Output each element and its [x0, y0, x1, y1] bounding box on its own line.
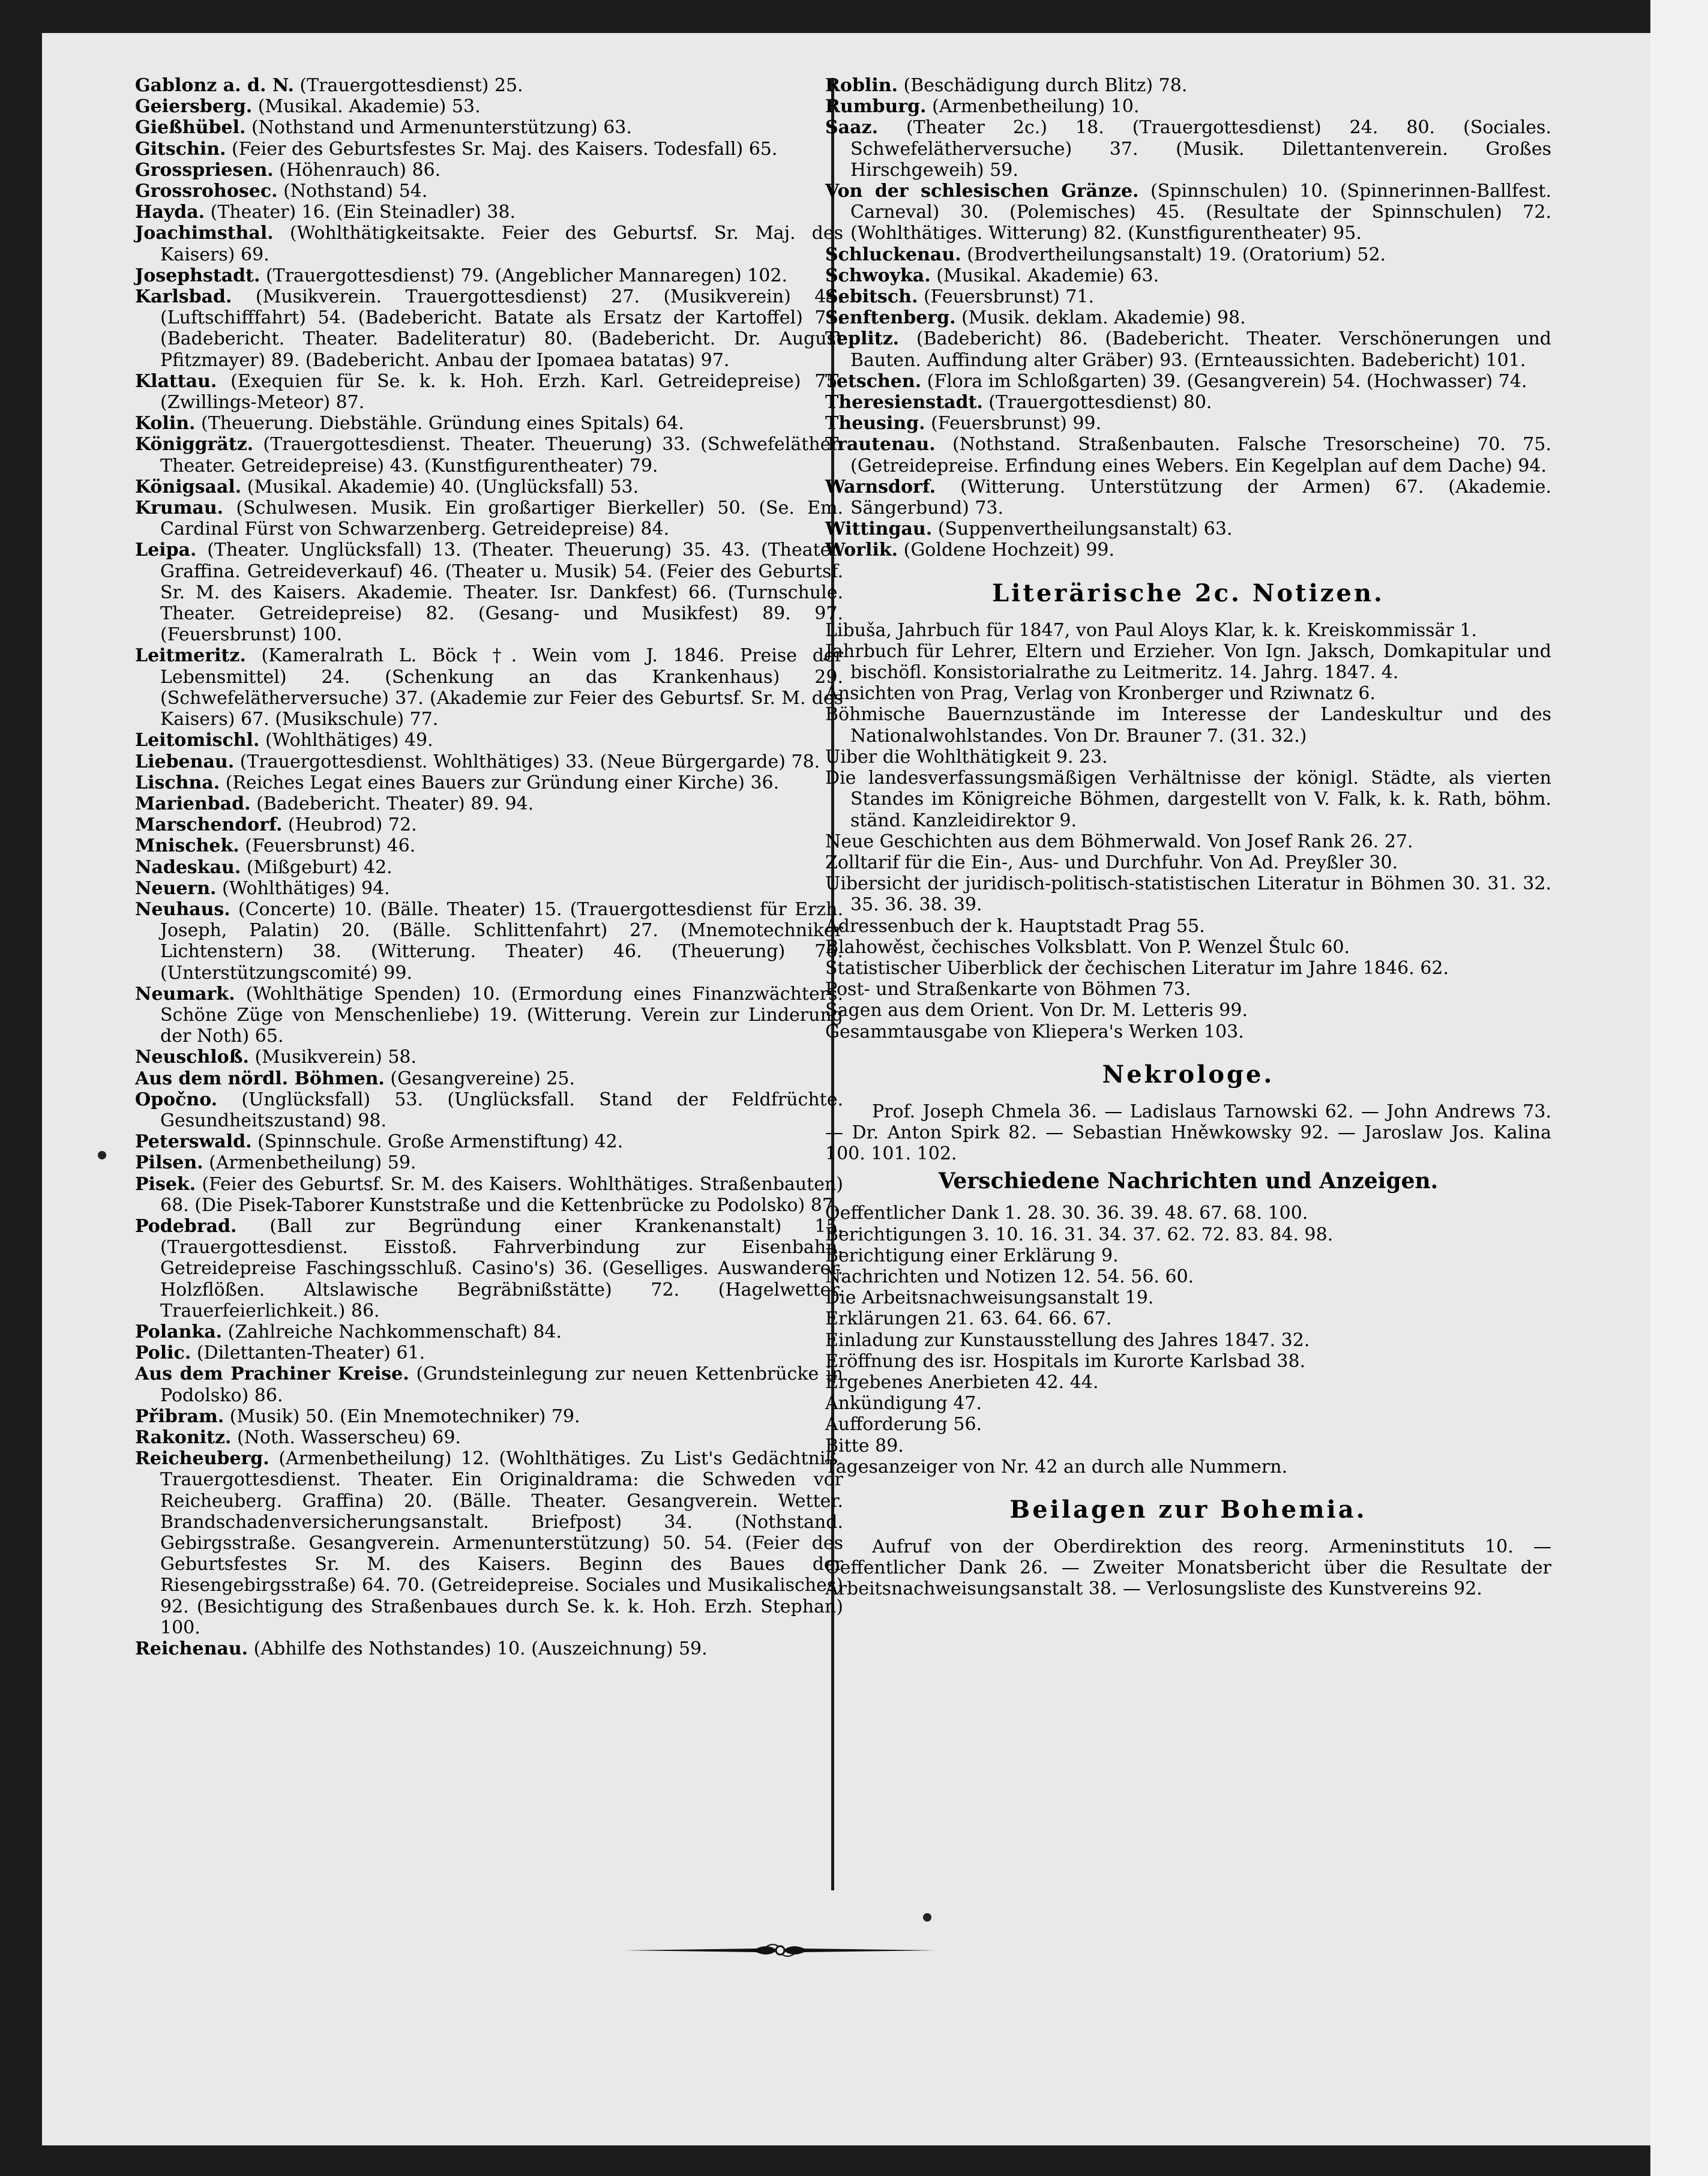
- entry-detail: (Armenbetheilung) 59.: [203, 1152, 416, 1174]
- right-column: [825, 75, 1551, 1600]
- entry-place: Leitmeritz.: [135, 645, 246, 667]
- entry-place: Neuschloß.: [135, 1047, 249, 1068]
- literary-entry: Böhmische Bauernzustände im Interesse der Landeskultur und des Nationalwohlstandes. Von Dr. Brauner 7. (31. 32.): [825, 704, 1551, 747]
- entry-place: Neuern.: [135, 877, 217, 899]
- index-entry: [825, 307, 1551, 328]
- index-entry: [135, 814, 843, 835]
- index-entry: [825, 244, 1551, 265]
- entry-place: Warnsdorf.: [825, 476, 936, 497]
- notice-entry: Erklärungen 21. 63. 64. 66. 67.: [825, 1308, 1112, 1330]
- entry-place: Hayda.: [135, 202, 205, 223]
- entry-place: Polanka.: [135, 1321, 223, 1342]
- entry-place: Königgrätz.: [135, 434, 254, 455]
- entry-detail: (Brodvertheilungsanstalt) 19. (Oratorium) 52.: [961, 244, 1386, 265]
- entry-place: Karlsbad.: [135, 286, 232, 308]
- entry-place: Wittingau.: [825, 518, 933, 540]
- index-entry: [135, 75, 843, 96]
- necrology-text: Prof. Joseph Chmela 36. — Ladislaus Tarnowski 62. — John Andrews 73. — Dr. Anton Spirk 82. — Sebastian Hněwkowsky 92. — Jaroslaw Jos. Kalina 100. 101. 102.: [825, 1101, 1551, 1165]
- entry-detail: (Flora im Schloßgarten) 39. (Gesangverein) 54. (Hochwasser) 74.: [921, 370, 1527, 392]
- index-entry: [135, 1152, 843, 1173]
- entry-detail: (Feuersbrunst) 46.: [239, 835, 416, 857]
- entry-place: Theusing.: [825, 413, 925, 434]
- index-entry: [825, 328, 1551, 370]
- entry-detail: (Witterung. Unterstützung der Armen) 67. (Akademie. Sängerbund) 73.: [850, 476, 1551, 519]
- entry-detail: (Trauergottesdienst) 80.: [982, 392, 1212, 413]
- index-entry: [825, 392, 1551, 413]
- index-entry: [135, 1427, 843, 1448]
- index-entry: [825, 286, 1551, 307]
- notice-entry: Oeffentlicher Dank 1. 28. 30. 36. 39. 48. 67. 68. 100.: [825, 1203, 1308, 1224]
- notice-entry: Nachrichten und Notizen 12. 54. 56. 60.: [825, 1266, 1194, 1287]
- index-entry: [135, 160, 843, 181]
- index-entry: [135, 1089, 843, 1131]
- entry-place: Trautenau.: [825, 434, 936, 455]
- notice-entry: Ankündigung 47.: [825, 1393, 982, 1414]
- entry-place: Schluckenau.: [825, 244, 961, 265]
- entry-place: Podebrad.: [135, 1215, 237, 1237]
- entry-detail: (Feuersbrunst) 71.: [918, 286, 1094, 308]
- stray-dot-mark: [98, 1151, 106, 1159]
- entry-place: Rakonitz.: [135, 1427, 232, 1448]
- entry-place: Aus dem nördl. Böhmen.: [135, 1068, 385, 1089]
- entry-detail: (Suppenvertheilungsanstalt) 63.: [932, 518, 1233, 540]
- index-entry: [825, 518, 1551, 539]
- entry-place: Lischna.: [135, 772, 220, 793]
- entry-detail: (Wohlthätiges) 49.: [259, 730, 433, 751]
- literary-entry: Libuša, Jahrbuch für 1847, von Paul Aloys Klar, k. k. Kreiskommissär 1.: [825, 619, 1478, 641]
- index-entry: [135, 434, 843, 476]
- literary-entry: Ansichten von Prag, Verlag von Kronberger und Rziwnatz 6.: [825, 683, 1376, 705]
- index-entry: [135, 139, 843, 160]
- literary-entry: Post- und Straßenkarte von Böhmen 73.: [825, 979, 1191, 1000]
- entry-detail: (Beschädigung durch Blitz) 78.: [897, 75, 1188, 96]
- entry-detail: (Musikal. Akademie) 40. (Unglücksfall) 53.: [241, 476, 639, 497]
- index-entry: [135, 1068, 843, 1089]
- entry-detail: (Musikverein) 58.: [248, 1047, 417, 1068]
- entry-place: Josephstadt.: [135, 265, 260, 286]
- literary-entry: Uibersicht der juridisch-politisch-statistischen Literatur in Böhmen 30. 31. 32. 35. 36. 38. 39.: [825, 873, 1551, 916]
- supplements-text: Aufruf von der Oberdirektion des reorg. Armeninstituts 10. — Oeffentlicher Dank 26. — Zweiter Monatsbericht über die Resultate der Arbeitsnachweisungsanstalt 38. — Verlosungsliste des Kunstvereins 92.: [825, 1536, 1551, 1600]
- index-entry: [825, 181, 1551, 244]
- index-entry: [135, 371, 843, 413]
- index-entry: [135, 1363, 843, 1405]
- entry-detail: (Theater. Unglücksfall) 13. (Theater. Theuerung) 35. 43. (Theater. Graffina. Getreideverkauf) 46. (Theater u. Musik) 54. (Feier des Geburtsf. Sr. M. des Kaisers. Akademie. Theater. Isr. Dankfest) 66. (Turnschule. Theater. Getreidepreise) 82. (Gesang- und Musikfest) 89. 97. (Feuersbrunst) 100.: [160, 539, 843, 646]
- index-entry: [825, 265, 1551, 286]
- left-column: [135, 75, 843, 1659]
- misc-notices-list: [825, 1203, 1551, 1477]
- notice-entry: Tagesanzeiger von Nr. 42 an durch alle Nummern.: [825, 1456, 1288, 1477]
- entry-detail: (Spinnschule. Große Armenstiftung) 42.: [251, 1131, 624, 1153]
- entry-place: Marschendorf.: [135, 814, 283, 836]
- literary-entry: Gesammtausgabe von Kliepera's Werken 103.: [825, 1021, 1244, 1042]
- entry-detail: (Schulwesen. Musik. Ein großartiger Bierkeller) 50. (Se. Em. Cardinal Fürst von Schwarzenberg. Getreidepreise) 84.: [160, 497, 843, 540]
- entry-detail: (Trauergottesdienst. Theater. Theuerung) 33. (Schwefeläther. Theater. Getreidepreise) 43. (Kunstfigurentheater) 79.: [160, 434, 843, 476]
- entry-place: Grosspriesen.: [135, 159, 274, 181]
- entry-place: Marienbad.: [135, 793, 251, 814]
- entry-detail: (Heubrod) 72.: [282, 814, 417, 836]
- entry-detail: (Reiches Legat eines Bauers zur Gründung einer Kirche) 36.: [220, 772, 780, 793]
- index-entry: [135, 96, 843, 117]
- entry-detail: (Feuersbrunst) 99.: [925, 413, 1102, 434]
- entry-place: Pilsen.: [135, 1152, 203, 1174]
- entry-place: Reichenau.: [135, 1638, 248, 1660]
- entry-place: Polic.: [135, 1342, 191, 1364]
- entry-place: Joachimsthal.: [135, 223, 274, 244]
- notice-entry: Einladung zur Kunstausstellung des Jahres 1847. 32.: [825, 1329, 1310, 1351]
- entry-detail: (Badebericht) 86. (Badebericht. Theater. Verschönerungen und Bauten. Auffindung alter Gräber) 93. (Ernteaussichten. Badebericht) 101.: [850, 328, 1551, 371]
- index-entry: [135, 1216, 843, 1321]
- entry-detail: (Zahlreiche Nachkommenschaft) 84.: [222, 1321, 562, 1342]
- entry-place: Liebenau.: [135, 751, 235, 772]
- literary-notes-list: [825, 620, 1551, 1042]
- supplements-title: Beilagen zur Bohemia.: [1009, 1495, 1367, 1524]
- entry-detail: (Nothstand und Armenunterstützung) 63.: [245, 117, 632, 139]
- entry-detail: (Badebericht. Theater) 89. 94.: [250, 793, 534, 814]
- index-entry: [135, 835, 843, 856]
- entry-place: Gitschin.: [135, 138, 226, 160]
- notice-entry: Berichtigungen 3. 10. 16. 31. 34. 37. 62. 72. 83. 84. 98.: [825, 1224, 1334, 1245]
- entry-place: Königsaal.: [135, 476, 242, 497]
- entry-detail: (Wohlthätige Spenden) 10. (Ermordung eines Finanzwächters. Schöne Züge von Menschenliebe) 19. (Witterung. Verein zur Linderung der Noth) 65.: [160, 983, 843, 1047]
- index-entry: [135, 181, 843, 202]
- entry-detail: (Concerte) 10. (Bälle. Theater) 15. (Trauergottesdienst für Erzh. Joseph, Palatin) 20. (Bälle. Schlittenfahrt) 27. (Mnemotechniker Lichtenstern) 38. (Witterung. Theater) 46. (Theuerung) 76. (Unterstützungscomité) 99.: [160, 898, 843, 984]
- index-entry: [135, 539, 843, 645]
- notice-entry: Ergebenes Anerbieten 42. 44.: [825, 1371, 1099, 1393]
- entry-place: Neuhaus.: [135, 898, 230, 920]
- literary-entry: Blahowěst, čechisches Volksblatt. Von P. Wenzel Štulc 60.: [825, 936, 1350, 958]
- literary-entry: Zolltarif für die Ein-, Aus- und Durchfuhr. Von Ad. Preyßler 30.: [825, 852, 1398, 873]
- entry-place: Senftenberg.: [825, 307, 956, 329]
- entry-detail: (Musik) 50. (Ein Mnemotechniker) 79.: [224, 1405, 580, 1427]
- index-entry: [825, 117, 1551, 181]
- literary-entry: Uiber die Wohlthätigkeit 9. 23.: [825, 746, 1108, 768]
- entry-place: Teplitz.: [825, 328, 900, 350]
- entry-detail: (Spinnschulen) 10. (Spinnerinnen-Ballfest. Carneval) 30. (Polemisches) 45. (Resultate der Spinnschulen) 72. (Wohlthätiges. Witterung) 82. (Kunstfigurentheater) 95.: [850, 181, 1551, 244]
- index-entry: [135, 117, 843, 138]
- entry-place: Přibram.: [135, 1405, 224, 1427]
- entry-detail: (Exequien für Se. k. k. Hoh. Erzh. Karl. Getreidepreise) 75. (Zwillings-Meteor) 87.: [160, 370, 843, 413]
- entry-detail: (Theuerung. Diebstähle. Gründung eines Spitals) 64.: [195, 413, 684, 434]
- entry-place: Saaz.: [825, 117, 879, 139]
- notice-entry: Aufforderung 56.: [825, 1414, 982, 1435]
- place-entries-right: [825, 75, 1551, 561]
- index-entry: [135, 413, 843, 434]
- entry-detail: (Trauergottesdienst) 79. (Angeblicher Mannaregen) 102.: [260, 265, 788, 286]
- index-entry: [135, 878, 843, 899]
- entry-detail: (Nothstand. Straßenbauten. Falsche Tresorscheine) 70. 75. (Getreidepreise. Erfindung eines Webers. Ein Kegelplan auf dem Dache) 94.: [850, 434, 1551, 476]
- entry-place: Peterswald.: [135, 1131, 252, 1153]
- entry-detail: (Grundsteinlegung zur neuen Kettenbrücke in Podolsko) 86.: [160, 1363, 843, 1406]
- literary-entry: Sagen aus dem Orient. Von Dr. M. Letteris 99.: [825, 1000, 1248, 1021]
- index-entry: [135, 772, 843, 793]
- entry-detail: (Noth. Wasserscheu) 69.: [231, 1427, 461, 1448]
- entry-place: Reicheuberg.: [135, 1448, 269, 1470]
- entry-place: Rumburg.: [825, 96, 927, 118]
- entry-detail: (Musik. deklam. Akademie) 98.: [955, 307, 1246, 329]
- index-entry: [825, 434, 1551, 476]
- entry-detail: (Wohlthätigkeitsakte. Feier des Geburtsf. Sr. Maj. des Kaisers) 69.: [160, 223, 843, 265]
- entry-place: Theresienstadt.: [825, 392, 983, 413]
- index-entry: [135, 497, 843, 539]
- index-entry: [135, 1131, 843, 1152]
- entry-place: Mnischek.: [135, 835, 239, 857]
- entry-detail: (Musikal. Akademie) 53.: [252, 96, 481, 118]
- entry-place: Nadeskau.: [135, 856, 241, 878]
- ornamental-rule-icon: [624, 1938, 936, 1962]
- entry-detail: (Goldene Hochzeit) 99.: [898, 539, 1115, 561]
- entry-place: Aus dem Prachiner Kreise.: [135, 1363, 409, 1385]
- entry-detail: (Wohlthätiges) 94.: [216, 877, 390, 899]
- entry-place: Roblin.: [825, 75, 898, 96]
- entry-place: Neumark.: [135, 983, 235, 1005]
- index-entry: [135, 751, 843, 772]
- index-entry: [825, 75, 1551, 96]
- entry-place: Geiersberg.: [135, 96, 253, 118]
- index-entry: [825, 413, 1551, 434]
- entry-place: Krumau.: [135, 497, 224, 519]
- literary-entry: Adressenbuch der k. Hauptstadt Prag 55.: [825, 915, 1205, 937]
- index-entry: [135, 476, 843, 497]
- entry-place: Schwoyka.: [825, 265, 931, 286]
- necrology-title: Nekrologe.: [1102, 1060, 1275, 1089]
- index-entry: [135, 1342, 843, 1363]
- index-entry: [135, 1047, 843, 1068]
- literary-notes-title: Literärische 2c. Notizen.: [992, 579, 1385, 607]
- index-entry: [135, 202, 843, 223]
- index-entry: [135, 857, 843, 878]
- index-entry: [135, 286, 843, 371]
- entry-detail: (Dilettanten-Theater) 61.: [191, 1342, 425, 1364]
- entry-place: Leitomischl.: [135, 730, 260, 751]
- entry-detail: (Theater) 16. (Ein Steinadler) 38.: [205, 202, 516, 223]
- entry-place: Opočno.: [135, 1089, 218, 1110]
- index-entry: [135, 1406, 843, 1427]
- entry-place: Grossrohosec.: [135, 181, 278, 202]
- literary-entry: Die landesverfassungsmäßigen Verhältnisse der königl. Städte, als vierten Standes im Königreiche Böhmen, dargestellt von V. Falk, k. k. Rath, böhm. ständ. Kanzleidirektor 9.: [825, 768, 1551, 831]
- entry-place: Sebitsch.: [825, 286, 918, 308]
- entry-detail: (Abhilfe des Nothstandes) 10. (Auszeichnung) 59.: [248, 1638, 708, 1660]
- entry-place: Worlik.: [825, 539, 898, 561]
- index-entry: [825, 371, 1551, 392]
- index-entry: [135, 1448, 843, 1638]
- entry-detail: (Feier des Geburtsfestes Sr. Maj. des Kaisers. Todesfall) 65.: [226, 138, 778, 160]
- entry-detail: (Kameralrath L. Böck †. Wein vom J. 1846. Preise der Lebensmittel) 24. (Schenkung an das Krankenhaus) 29. (Schwefelätherversuche) 37. (Akademie zur Feier des Geburtsf. Sr. M. des Kaisers) 67. (Musikschule) 77.: [160, 645, 843, 730]
- notice-entry: Berichtigung einer Erklärung 9.: [825, 1245, 1119, 1266]
- entry-detail: (Musikverein. Trauergottesdienst) 27. (Musikverein) 44. (Luftschifffahrt) 54. (Badebericht. Batate als Ersatz der Kartoffel) 71. (Badebericht. Theater. Badeliteratur) 80. (Badebericht. Dr. August Pfitzmayer) 89. (Badebericht. Anbau der Ipomaea batatas) 97.: [160, 286, 843, 371]
- index-entry: [135, 730, 843, 751]
- index-entry: [825, 476, 1551, 518]
- entry-detail: (Armenbetheilung) 12. (Wohlthätiges. Zu List's Gedächtniß. Trauergottesdienst. Theater. Ein Originaldrama: die Schweden vor Reicheuberg. Graffina) 20. (Bälle. Theater. Gesangverein. Wetter. Brandschadenversicherungsanstalt. Briefpost) 34. (Nothstand. Gebirgsstraße. Gesangverein. Armenunterstützung) 50. 54. (Feier des Geburtsfestes Sr. M. des Kaisers. Beginn des Baues der Riesengebirgsstraße) 64. 70. (Getreidepreise. Sociales und Musikalisches) 92. (Besichtigung des Straßenbaues durch Se. k. k. Hoh. Erzh. Stephan) 100.: [160, 1448, 843, 1638]
- stray-dot-mark: [923, 1913, 931, 1922]
- entry-detail: (Gesangvereine) 25.: [384, 1068, 576, 1089]
- entry-detail: (Nothstand) 54.: [277, 181, 428, 202]
- entry-place: Leipa.: [135, 539, 197, 561]
- misc-notices-title: Verschiedene Nachrichten und Anzeigen.: [938, 1168, 1439, 1194]
- right-page-edge: [1650, 0, 1708, 2176]
- index-entry: [135, 1174, 843, 1216]
- index-entry: [135, 1321, 843, 1342]
- literary-entry: Jahrbuch für Lehrer, Eltern und Erzieher. Von Ign. Jaksch, Domkapitular und bischöfl. Konsistorialrathe zu Leitmeritz. 14. Jahrg. 1847. 4.: [825, 640, 1551, 684]
- entry-detail: (Trauergottesdienst) 25.: [293, 75, 523, 96]
- entry-detail: (Höhenrauch) 86.: [273, 159, 441, 181]
- literary-entry: Neue Geschichten aus dem Böhmerwald. Von Josef Rank 26. 27.: [825, 831, 1413, 852]
- notice-entry: Eröffnung des isr. Hospitals im Kurorte Karlsbad 38.: [825, 1350, 1306, 1372]
- entry-detail: (Ball zur Begründung einer Krankenanstalt) 15. (Trauergottesdienst. Eisstoß. Fahrverbindung zur Eisenbahn. Getreidepreise Faschingsschluß. Casino's) 36. (Geselliges. Auswanderer. Holzflößen. Altslawische Begräbnißstätte) 72. (Hagelwetter. Trauerfeierlichkeit.) 86.: [160, 1215, 843, 1321]
- entry-detail: (Mißgeburt) 42.: [241, 856, 392, 878]
- index-entry: [825, 539, 1551, 561]
- entry-detail: (Feier des Geburtsf. Sr. M. des Kaisers. Wohlthätiges. Straßenbauten) 68. (Die Pisek-Taborer Kunststraße und die Kettenbrücke zu Podolsko) 87.: [160, 1173, 843, 1216]
- notice-entry: Die Arbeitsnachweisungsanstalt 19.: [825, 1287, 1154, 1309]
- entry-place: Tetschen.: [825, 370, 922, 392]
- entry-detail: (Theater 2c.) 18. (Trauergottesdienst) 24. 80. (Sociales. Schwefelätherversuche) 37. (Musik. Dilettantenverein. Großes Hirschgeweih) 59.: [850, 117, 1551, 181]
- entry-detail: (Armenbetheilung) 10.: [926, 96, 1140, 118]
- literary-entry: Statistischer Uiberblick der čechischen Literatur im Jahre 1846. 62.: [825, 957, 1449, 979]
- entry-place: Kolin.: [135, 413, 196, 434]
- entry-detail: (Unglücksfall) 53. (Unglücksfall. Stand der Feldfrüchte. Gesundheitszustand) 98.: [160, 1089, 843, 1131]
- entry-place: Von der schlesischen Gränze.: [825, 181, 1139, 202]
- entry-detail: (Musikal. Akademie) 63.: [930, 265, 1159, 286]
- entry-detail: (Trauergottesdienst. Wohlthätiges) 33. (Neue Bürgergarde) 78.: [234, 751, 820, 772]
- index-entry: [135, 793, 843, 814]
- index-entry: [135, 645, 843, 730]
- index-entry: [135, 984, 843, 1047]
- entry-place: Pisek.: [135, 1173, 196, 1195]
- index-entry: [825, 96, 1551, 117]
- notice-entry: Bitte 89.: [825, 1435, 904, 1456]
- index-entry: [135, 223, 843, 265]
- index-entry: [135, 265, 843, 286]
- entry-place: Klattau.: [135, 370, 217, 392]
- index-entry: [135, 899, 843, 984]
- index-entry: [135, 1638, 843, 1659]
- entry-place: Gießhübel.: [135, 117, 246, 139]
- entry-place: Gablonz a. d. N.: [135, 75, 294, 96]
